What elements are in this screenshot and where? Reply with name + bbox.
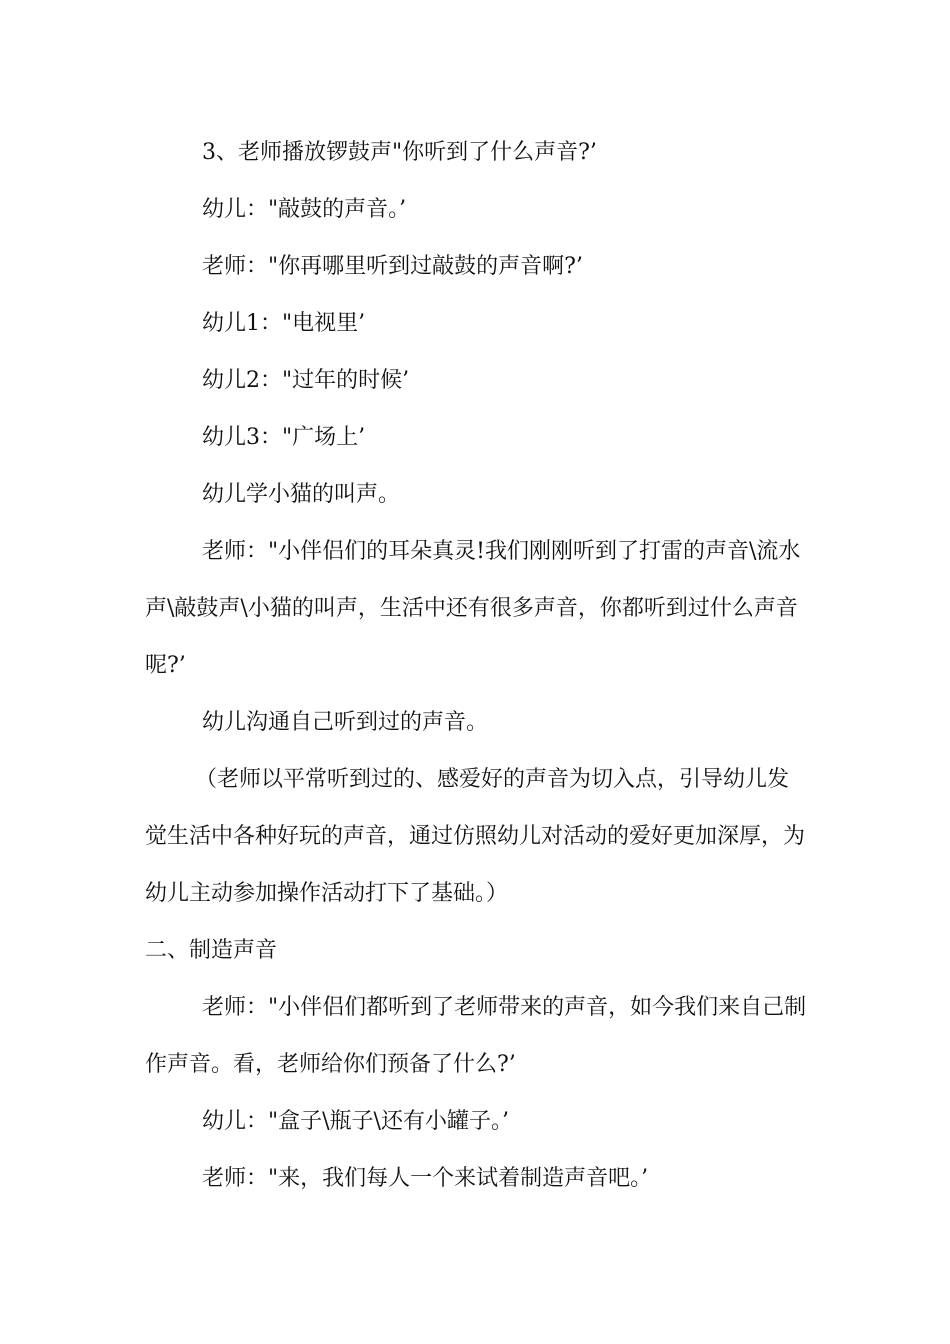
paragraph-child-1: 幼儿1："电视里’ [202, 311, 366, 336]
paragraph-child-2: 幼儿2："过年的时候’ [202, 368, 410, 393]
paragraph-teacher-where-question: 老师："你再哪里听到过敲鼓的声音啊?’ [202, 254, 583, 279]
section-heading-make-sounds: 二、制造声音 [145, 938, 278, 963]
paragraph-teacher-make-sounds: 老师："小伴侣们都听到了老师带来的声音，如今我们来自己制作声音。看，老师给你们预备了什么?’ [145, 995, 807, 1077]
paragraph-teacher-gong-drum: 3、老师播放锣鼓声"你听到了什么声音?’ [202, 140, 597, 165]
paragraph-child-containers: 幼儿："盒子\瓶子\还有小罐子。’ [202, 1109, 509, 1134]
paragraph-teacher-sounds-summary: 老师："小伴侣们的耳朵真灵!我们刚刚听到了打雷的声音\流水声\敲鼓声\小猫的叫声，生活中还有很多声音，你都听到过什么声音呢?’ [145, 539, 801, 678]
paragraph-teacher-try: 老师："来，我们每人一个来试着制造声音吧。’ [202, 1166, 649, 1191]
paragraph-child-drum-answer: 幼儿："敲鼓的声音。’ [202, 197, 407, 222]
paragraph-child-3: 幼儿3："广场上’ [202, 425, 366, 450]
paragraph-child-share-sounds: 幼儿沟通自己听到过的声音。 [202, 710, 489, 735]
paragraph-teacher-note: （老师以平常听到过的、感爱好的声音为切入点，引导幼儿发觉生活中各种好玩的声音，通过仿照幼儿对活动的爱好更加深厚，为幼儿主动参加操作活动打下了基础。） [145, 767, 806, 906]
paragraph-child-cat-sound: 幼儿学小猫的叫声。 [202, 482, 401, 507]
